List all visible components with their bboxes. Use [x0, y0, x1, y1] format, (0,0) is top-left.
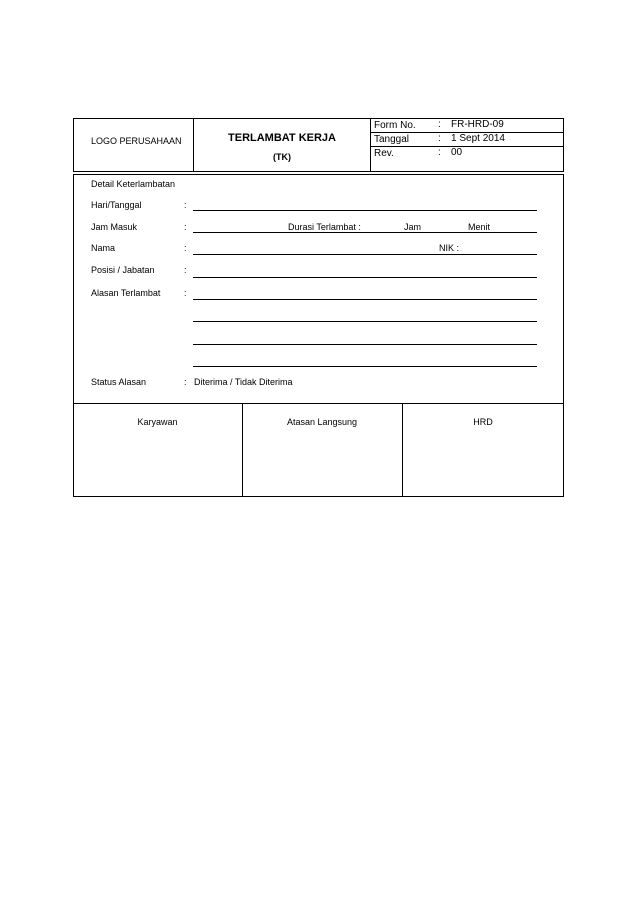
status-options[interactable]: Diterima / Tidak Diterima [194, 377, 293, 387]
meta-value-tanggal: 1 Sept 2014 [451, 133, 505, 144]
header-divider-2 [370, 118, 371, 172]
form-title: TERLAMBAT KERJA [228, 132, 336, 144]
meta-value-form-no: FR-HRD-09 [451, 119, 504, 130]
field-alasan-line-2[interactable] [193, 321, 537, 322]
colon-nama: : [184, 243, 187, 253]
signature-karyawan: Karyawan [137, 417, 178, 427]
signature-area-atasan[interactable] [243, 430, 401, 496]
signature-hrd: HRD [473, 417, 493, 427]
meta-sep-tanggal: : [438, 133, 441, 144]
colon-hari-tanggal: : [184, 200, 187, 210]
form-code: (TK) [273, 152, 291, 162]
colon-posisi-jabatan: : [184, 265, 187, 275]
colon-jam-masuk: : [184, 222, 187, 232]
field-alasan-line-4[interactable] [193, 366, 537, 367]
meta-label-rev: Rev. [374, 148, 394, 159]
label-durasi-terlambat: Durasi Terlambat : [288, 222, 361, 232]
field-nama[interactable] [193, 254, 537, 255]
label-jam: Jam [404, 222, 422, 232]
header-divider-1 [193, 118, 194, 172]
label-alasan-terlambat: Alasan Terlambat [91, 288, 161, 298]
label-menit: Menit [468, 222, 491, 232]
colon-alasan-terlambat: : [184, 288, 187, 298]
section-title: Detail Keterlambatan [91, 179, 176, 189]
signature-atasan-langsung: Atasan Langsung [286, 417, 358, 427]
label-nik: NIK : [439, 243, 460, 253]
meta-label-tanggal: Tanggal [374, 134, 410, 145]
colon-status-alasan: : [184, 377, 187, 387]
meta-sep-form-no: : [438, 119, 441, 130]
logo-placeholder: LOGO PERUSAHAAN [91, 136, 182, 146]
meta-sep-rev: : [438, 147, 441, 158]
label-status-alasan: Status Alasan [91, 377, 147, 387]
field-alasan-line-3[interactable] [193, 344, 537, 345]
field-hari-tanggal[interactable] [193, 210, 537, 211]
field-posisi-jabatan[interactable] [193, 277, 537, 278]
label-nama: Nama [91, 243, 116, 253]
signature-area-hrd[interactable] [403, 430, 563, 496]
meta-value-rev: 00 [451, 147, 463, 158]
signature-area-karyawan[interactable] [74, 430, 241, 496]
field-alasan-line-1[interactable] [193, 299, 537, 300]
label-posisi-jabatan: Posisi / Jabatan [91, 265, 155, 275]
meta-label-form-no: Form No. [374, 120, 416, 131]
detail-signature-divider [73, 403, 564, 404]
label-hari-tanggal: Hari/Tanggal [91, 200, 142, 210]
meta-row-divider-2 [370, 146, 564, 147]
label-jam-masuk: Jam Masuk [91, 222, 138, 232]
